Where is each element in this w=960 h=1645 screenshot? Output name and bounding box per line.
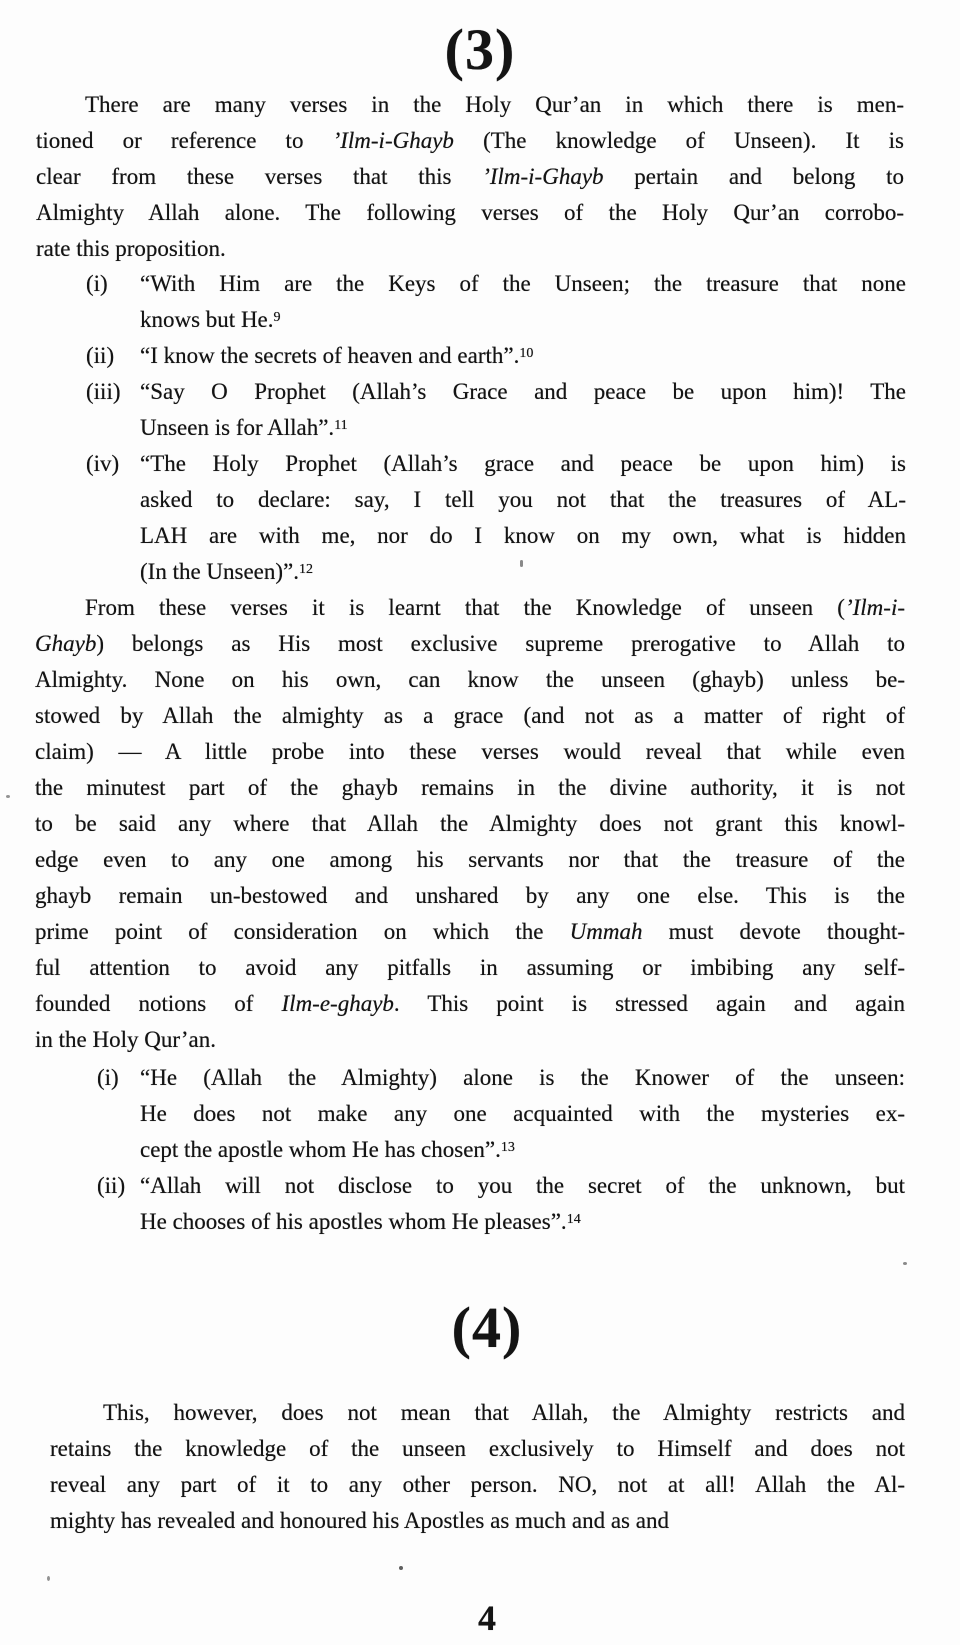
text-run: clear from these verses that this [36, 164, 483, 189]
text-run: This, however, does not mean that Allah, the Almighty restricts and [103, 1400, 905, 1425]
page-number: 4 [478, 1598, 496, 1638]
text-line [35, 806, 905, 842]
italic-run: ’Ilm-i-Ghayb [332, 128, 454, 153]
italic-run: Ilm-e-ghayb [281, 991, 394, 1016]
text-line [35, 950, 905, 986]
text-run: ghayb remain un-bestowed and unshared by any one else. This is the [35, 883, 905, 908]
list-item [86, 266, 906, 338]
text-run: . This point is stressed again and again [393, 991, 905, 1016]
italic-run: ’Ilm-i-Ghayb [482, 164, 604, 189]
text-run: “I know the secrets of heaven and earth”. [140, 343, 520, 368]
footnote-ref: 12 [299, 562, 314, 577]
text-run: pertain and belong to [603, 164, 904, 189]
text-line [140, 374, 906, 410]
list-item-marker: (iv) [86, 451, 120, 476]
list-item [86, 338, 906, 374]
text-line [35, 1022, 905, 1058]
text-run: the minutest part of the ghayb remains in the divine authority, it is not [35, 775, 905, 800]
text-line [35, 662, 905, 698]
text-line [35, 842, 905, 878]
list-item [86, 374, 906, 446]
closing-paragraph [50, 1395, 905, 1539]
scan-speck [903, 1262, 907, 1265]
text-line [140, 302, 906, 338]
text-run: ) belongs as His most exclusive supreme prerogative to Allah to [96, 631, 905, 656]
text-run: “Allah will not disclose to you the secret of the unknown, but [140, 1173, 905, 1198]
text-line [35, 914, 905, 950]
list-item-marker: (ii) [97, 1173, 126, 1198]
italic-run: Ummah [569, 919, 643, 944]
text-run: He chooses of his apostles whom He pleases”. [140, 1209, 567, 1234]
text-line [36, 123, 904, 159]
text-run: asked to declare: say, I tell you not that the treasures of AL- [140, 487, 906, 512]
text-run: in the Holy Qur’an. [35, 1027, 216, 1052]
text-run: ful attention to avoid any pitfalls in assuming or imbibing any self- [35, 955, 905, 980]
text-line [140, 1132, 905, 1168]
text-run: claim) — A little probe into these verses would reveal that while even [35, 739, 905, 764]
text-line [140, 518, 906, 554]
list-item [86, 446, 906, 590]
list-item [97, 1060, 905, 1168]
section-3-heading: (3) [444, 17, 516, 82]
intro-paragraph [36, 87, 904, 267]
text-line [140, 1168, 905, 1204]
text-line [36, 159, 904, 195]
footnote-ref: 13 [500, 1140, 515, 1155]
text-run: reveal any part of it to any other person. NO, not at all! Allah the Al- [50, 1472, 905, 1497]
first-line-indent [36, 111, 85, 112]
italic-run: ’Ilm-i- [844, 595, 905, 620]
text-run: to be said any where that Allah the Almighty does not grant this knowl- [35, 811, 905, 836]
footnote-ref: 14 [566, 1212, 581, 1227]
text-line [50, 1395, 905, 1431]
footnote-ref: 10 [519, 346, 534, 361]
text-line [140, 446, 906, 482]
text-run: tioned or reference to [36, 128, 333, 153]
text-line [35, 590, 905, 626]
text-run: stowed by Allah the almighty as a grace (and not as a matter of right of [35, 703, 905, 728]
text-run: retains the knowledge of the unseen exclusively to Himself and does not [50, 1436, 905, 1461]
text-run: mighty has revealed and honoured his Apostles as much and as and [50, 1508, 669, 1533]
text-run: cept the apostle whom He has chosen”. [140, 1137, 501, 1162]
list-item-marker: (ii) [86, 343, 115, 368]
text-run: “He (Allah the Almighty) alone is the Knower of the unseen: [140, 1065, 905, 1090]
text-line [140, 410, 906, 446]
text-run: He does not make any one acquainted with the mysteries ex- [140, 1101, 905, 1126]
text-run: “With Him are the Keys of the Unseen; the treasure that none [140, 271, 906, 296]
text-line [35, 878, 905, 914]
text-run: “The Holy Prophet (Allah’s grace and peace be upon him) is [140, 451, 906, 476]
first-line-indent [35, 614, 85, 615]
quran-verses-list-1 [86, 266, 906, 590]
text-line [140, 338, 906, 374]
text-run: founded notions of [35, 991, 282, 1016]
text-line [35, 734, 905, 770]
text-line [36, 87, 904, 123]
text-line [140, 266, 906, 302]
quran-verses-list-2 [97, 1060, 905, 1240]
first-line-indent [50, 1419, 103, 1420]
list-item-marker: (i) [97, 1065, 119, 1090]
text-line [50, 1467, 905, 1503]
scan-speck [47, 1576, 50, 1581]
text-line [36, 231, 904, 267]
text-line [35, 626, 905, 662]
text-run: From these verses it is learnt that the Knowledge of unseen ( [85, 595, 845, 620]
text-line [35, 986, 905, 1022]
text-run: prime point of consideration on which the [35, 919, 570, 944]
text-line [36, 195, 904, 231]
text-run: knows but He. [140, 307, 274, 332]
scan-speck [399, 1566, 403, 1570]
text-run: (In the Unseen)”. [140, 559, 300, 584]
text-run: must devote thought- [642, 919, 905, 944]
text-run: There are many verses in the Holy Qur’an in which there is men- [85, 92, 904, 117]
text-line [35, 770, 905, 806]
text-run: Almighty. None on his own, can know the unseen (ghayb) unless be- [35, 667, 905, 692]
text-run: (The knowledge of Unseen). It is [453, 128, 904, 153]
italic-run: Ghayb [35, 631, 97, 656]
text-run: Unseen is for Allah”. [140, 415, 335, 440]
list-item [97, 1168, 905, 1240]
text-run: rate this proposition. [36, 236, 226, 261]
footnote-ref: 11 [334, 418, 348, 433]
text-line [140, 482, 906, 518]
text-line [140, 1060, 905, 1096]
text-line [50, 1431, 905, 1467]
text-run: “Say O Prophet (Allah’s Grace and peace be upon him)! The [140, 379, 906, 404]
list-item-marker: (i) [86, 271, 108, 296]
list-item-marker: (iii) [86, 379, 121, 404]
discussion-paragraph [35, 590, 905, 1058]
text-line [35, 698, 905, 734]
text-line [140, 1204, 905, 1240]
scan-speck [6, 795, 10, 798]
section-4-heading: (4) [451, 1295, 523, 1360]
text-run: Almighty Allah alone. The following verses of the Holy Qur’an corrobo- [36, 200, 904, 225]
text-run: LAH are with me, nor do I know on my own, what is hidden [140, 523, 906, 548]
text-line [140, 554, 906, 590]
text-line [140, 1096, 905, 1132]
text-run: edge even to any one among his servants nor that the treasure of the [35, 847, 905, 872]
text-line [50, 1503, 905, 1539]
footnote-ref: 9 [273, 310, 281, 325]
